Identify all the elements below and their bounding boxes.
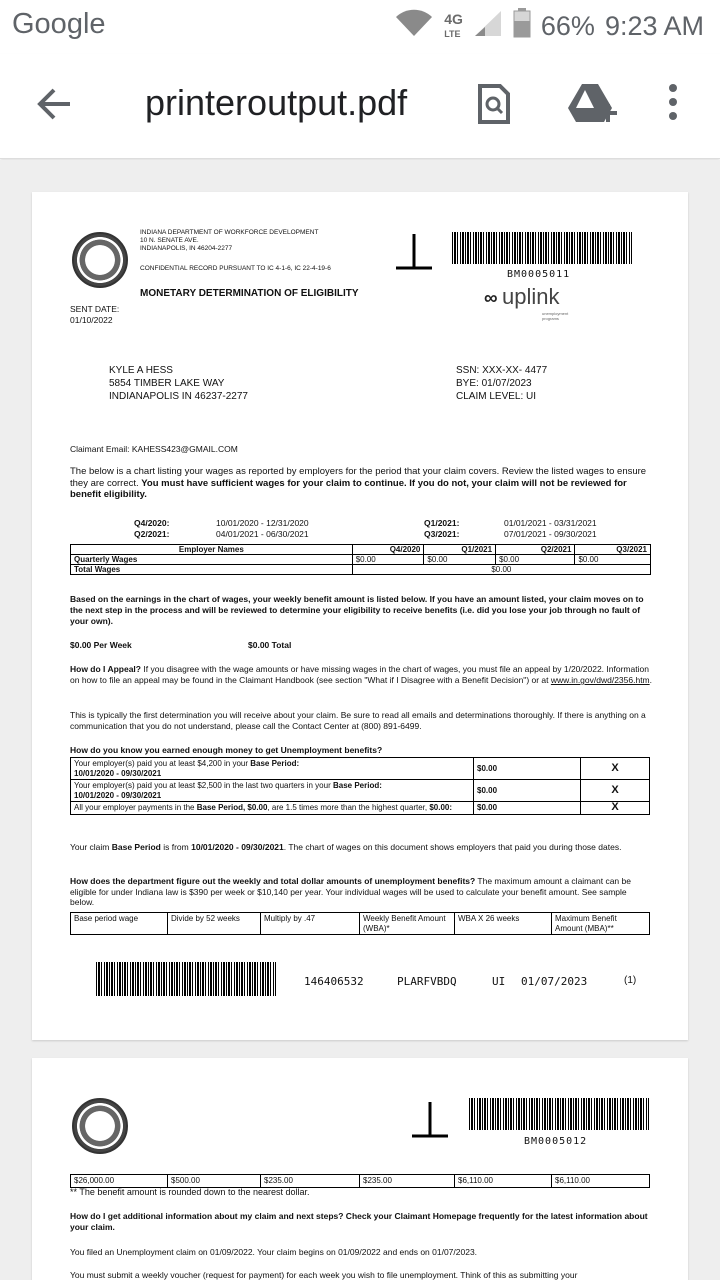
sent-date: SENT DATE: 01/10/2022 <box>70 304 120 325</box>
barcode <box>469 1098 649 1130</box>
clock: 9:23 AM <box>604 11 704 41</box>
total-amount: $0.00 Total <box>248 640 292 650</box>
pdf-viewer[interactable] <box>0 160 720 1280</box>
qualification-table: Your employer(s) paid you at least $4,200 in your Base Period: 10/01/2020 - 09/30/2021 $0.00 X Your employer(s) paid you at least $2,500 in the last two quarters in your Base Period: 10/01/2020 - 09/30/2021 $0.00 X All your employer payments in the Base Period, $0.00, are 1.5 times more than the highest quarter, $0.00: $0.00 X <box>70 757 650 815</box>
barcode-id: BM0005012 <box>524 1136 588 1147</box>
app-bar <box>0 54 720 159</box>
uplink-logo: ∞ uplink unemployment programs <box>484 284 569 321</box>
footer-code: PLARFVBDQ <box>397 975 457 988</box>
status-bar <box>0 0 720 54</box>
barcode <box>452 232 632 264</box>
battery-percent: 66% <box>540 11 595 41</box>
footer-date: 01/07/2023 <box>521 975 588 988</box>
carrier-label: Google <box>12 8 106 40</box>
earned-enough-heading: How do you know you earned enough money to get Unemployment benefits? <box>70 745 383 755</box>
state-seal-icon <box>72 232 128 288</box>
sample-values-table: $26,000.00 $500.00 $235.00 $235.00 $6,110.00 $6,110.00 <box>70 1174 650 1188</box>
filed-paragraph: You filed an Unemployment claim on 01/09/2022. Your claim begins on 01/09/2022 and ends on 01/07/2023. <box>70 1247 478 1257</box>
document-title: printeroutput.pdf <box>145 82 408 123</box>
benefit-calc-paragraph: How does the department figure out the weekly and total dollar amounts of unemployment benefits? The maximum amount a claimant can be eligible for under Indiana law is $390 per week or $10,140 per year. Your individual wages will be used to calculate your benefit amount. See sample below. <box>70 876 631 907</box>
tee-mark-icon <box>394 232 430 268</box>
more-options-icon[interactable] <box>668 84 678 125</box>
wifi-icon <box>394 9 434 44</box>
status-icons <box>394 8 704 45</box>
confidential-note: CONFIDENTIAL RECORD PURSUANT TO IC 4-1-6, IC 22-4-19-6 <box>140 265 331 272</box>
signal-icon <box>473 9 503 44</box>
pdf-page-1 <box>32 192 688 1040</box>
state-seal-icon <box>72 1098 128 1154</box>
agency-address: INDIANA DEPARTMENT OF WORKFORCE DEVELOPMENT 10 N. SENATE AVE. INDIANAPOLIS, IN 46204-2277 <box>140 229 319 252</box>
per-week-amount: $0.00 Per Week <box>70 640 132 650</box>
add-to-drive-icon[interactable] <box>568 82 618 129</box>
footer-barcode <box>96 962 276 996</box>
back-arrow-icon[interactable] <box>36 86 72 127</box>
claimant-email: Claimant Email: KAHESS423@GMAIL.COM <box>70 444 238 454</box>
wage-table: Employer Names Q4/2020 Q1/2021 Q2/2021 Q3/2021 Quarterly Wages $0.00 $0.00 $0.00 $0.00 Total Wages $0.00 <box>70 544 651 575</box>
footer-number: 146406532 <box>304 975 364 988</box>
footer-level: UI <box>492 975 506 988</box>
first-determination-paragraph: This is typically the first determination you will receive about your claim. Be sure to read all emails and determinations thoroughly. If there is anything on a communication that you do not understand, please call the Contact Center at (800) 891-6499. <box>70 710 646 731</box>
doc-title: MONETARY DETERMINATION OF ELIGIBILITY <box>140 288 359 299</box>
rounded-note: ** The benefit amount is rounded down to the nearest dollar. <box>70 1187 310 1197</box>
voucher-paragraph: You must submit a weekly voucher (request for payment) for each week you wish to file unemployment. Think of this as submitting your <box>70 1270 578 1280</box>
intro-paragraph: The below is a chart listing your wages as reported by employers for the period that your claim covers. Review the listed wages to ensure they are correct. You must have sufficient wages for your claim to continue. If you do not, your claim will not be reviewed for benefit eligibility. <box>70 466 647 500</box>
tee-mark-icon <box>410 1100 446 1136</box>
uplink-logo-icon: ∞ <box>484 288 498 309</box>
appeal-paragraph: How do I Appeal? If you disagree with the wage amounts or have missing wages in the chart of wages, you must file an appeal by 1/20/2022. Information on how to file an appeal may be found in the Claimant Handbook (see section "What if I Disagree with a Benefit Decision") or at www.in.gov/dwd/2356.htm. <box>70 664 653 685</box>
base-period-paragraph: Your claim Base Period is from 10/01/2020 - 09/30/2021. The chart of wages on this document shows employers that paid you during those dates. <box>70 842 622 852</box>
additional-info-heading: How do I get additional information about my claim and next steps? Check your Claimant Homepage frequently for the latest information about your claim. <box>70 1211 648 1232</box>
lte-icon: 4G LTE <box>444 10 463 39</box>
pdf-page-2 <box>32 1058 688 1280</box>
appeal-link[interactable]: www.in.gov/dwd/2356.htm <box>550 675 650 685</box>
page-number: (1) <box>624 975 637 986</box>
search-document-icon[interactable] <box>476 84 512 129</box>
battery-icon <box>513 8 531 45</box>
sample-calc-table: Base period wage Divide by 52 weeks Multiply by .47 Weekly Benefit Amount (WBA)* WBA X 26 weeks Maximum Benefit Amount (MBA)** <box>70 912 650 935</box>
claimant-address: KYLE A HESS 5854 TIMBER LAKE WAY INDIANAPOLIS IN 46237-2277 <box>109 365 248 402</box>
quarter-dates: Q4/2020: 10/01/2020 - 12/31/2020 Q1/2021: 01/01/2021 - 03/31/2021 Q2/2021: 04/01/2021 - 06/30/2021 Q3/2021: 07/01/2021 - 09/30/2021 <box>134 518 597 539</box>
earnings-paragraph: Based on the earnings in the chart of wages, your weekly benefit amount is listed below. If you have an amount listed, your claim moves on to the next step in the process and will be reviewed to determine your eligibility to receive benefits (i.e. did you lose your job through no fault of your own). <box>70 594 644 626</box>
barcode-id: BM0005011 <box>507 269 571 280</box>
claim-info: SSN: XXX-XX- 4477 BYE: 01/07/2023 CLAIM LEVEL: UI <box>456 365 548 402</box>
